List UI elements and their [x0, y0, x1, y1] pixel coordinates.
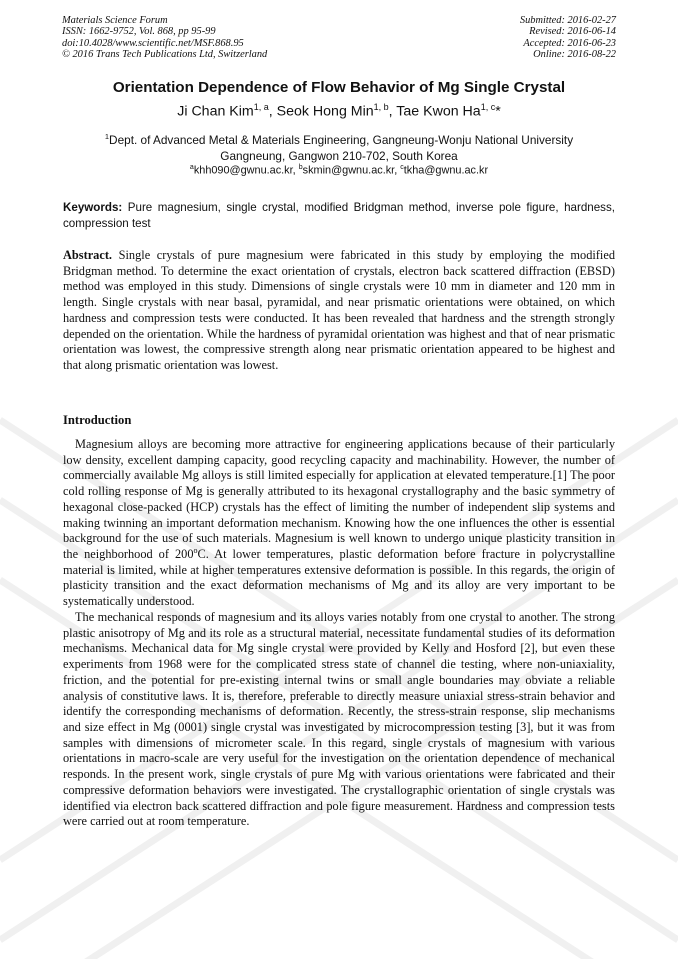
- keywords: [63, 200, 615, 231]
- paper-title: Orientation Dependence of Flow Behavior of Mg Single Crystal: [112, 79, 566, 96]
- author-name: Tae Kwon Ha: [396, 103, 481, 120]
- email-address: khh090@gwnu.ac.kr: [193, 164, 293, 177]
- online-date: Online: 2016-08-22: [533, 48, 616, 60]
- doi-line: doi:10.4028/www.scientific.net/MSF.868.95: [62, 37, 244, 49]
- section-heading-introduction: Introduction: [63, 413, 132, 427]
- author-separator: ,: [388, 103, 397, 120]
- author-name: Ji Chan Kim: [177, 103, 254, 120]
- author-separator: ,: [268, 103, 277, 120]
- email-address: skmin@gwnu.ac.kr: [302, 164, 395, 177]
- keywords-label: Keywords:: [63, 201, 123, 214]
- abstract-label: Abstract.: [63, 248, 113, 262]
- keywords-text: Pure magnesium, single crystal, modified Bridgman method, inverse pole figure, hardness, compression test: [63, 201, 615, 230]
- author-affil-mark: 1, b: [373, 102, 389, 112]
- journal-header: [62, 15, 267, 60]
- abstract-text: Single crystals of pure magnesium were fabricated in this study by employing the modified Bridgman method. To determine the exact orientation of crystals, electron back scattered diffraction (EBSD) method was employed in this study. Dimensions of single crystals were 10 mm in diameter and 120 mm in length. Single crystals with near basal, pyramidal, and near prismatic orientations were obtained, on which hardness and compression tests were conducted. It has been revealed that hardness and the strength strongly depended on the orientation. While the hardness of pyramidal orientation was highest and that of near prismatic orientation was lowest, the compressive strength along near prismatic orientation appeared to be highest and that along prismatic orientation was lowest.: [63, 248, 615, 372]
- affiliation-line: Gangneung, Gangwon 210-702, South Korea: [220, 148, 458, 163]
- degree-mark: o: [193, 545, 198, 555]
- affiliation: [62, 129, 616, 164]
- author-list: [40, 102, 638, 120]
- revised-date: Revised: 2016-06-14: [529, 26, 616, 38]
- accepted-date: Accepted: 2016-06-23: [523, 37, 616, 49]
- email-marker: a: [189, 164, 194, 171]
- author-emails: $^a$khh090@gwnu.ac.kr, $^b$skmin@gwnu.ac.kr, $^c$tkha@gwnu.ac.kr: [189, 164, 489, 177]
- affiliation-marker: 1: [104, 132, 110, 141]
- affiliation-line: Dept. of Advanced Metal & Materials Engineering, Gangneung-Wonju National University: [109, 132, 574, 147]
- issn-line: ISSN: 1662-9752, Vol. 868, pp 95-99: [62, 26, 216, 38]
- copyright-line: © 2016 Trans Tech Publications Ltd, Switzerland: [62, 48, 268, 60]
- email-marker: b: [298, 164, 303, 171]
- submitted-date: Submitted: 2016-02-27: [519, 15, 616, 26]
- intro-paragraph: The mechanical responds of magnesium and its alloys varies notably from one crystal to another. The strong plastic anisotropy of Mg and its role as a structural material, necessitate fundamental studies of its deformation mechanisms. Mechanical data for Mg single crystal were provided by Kelly and Hosford [2], but even these experiments from 1968 were for the complicated stress state of channel die testing, where non-uniaxiality, friction, and the potential for pre-existing internal twins or small angle boundaries may obviate a reliable analysis of constitutive laws. It is, therefore, preferable to directly measure uniaxial stress-strain behavior and identify the corresponding mechanisms of deformation. Recently, the stress-strain response, slip mechanisms and size effect in Mg (0001) single crystal was investigated by microcompression testing [3], but it was from samples with dimensions of micrometer scale. In this regard, single crystals of magnesium with various orientations in macro-scale are very useful for the investigation on the orientation dependence of mechanical responds. In the present work, single crystals of pure Mg with various orientations were fabricated and their compressive deformation behaviors were investigated. The crystallographic orientation of single crystals was identified via electron back scattered diffraction and pole figure measurement. Hardness and compression tests were carried out at room temperature.: [63, 609, 615, 829]
- intro-text: Magnesium alloys are becoming more attractive for engineering applications because of their particularly low density, excellent damping capacity, good recycling capacity and machinability. However, the number of commercially available Mg alloys is still limited especially for application at elevated temperature.[1] The poor cold rolling response of Mg is generally attributed to its hexagonal crystallography and the basic symmetry of hexagonal close-packed (HCP) crystals has the effect of limiting the number of independent slip systems and making twinning an important deformation mechanism. Knowing how the one influences the other is essential background for the use of such materials. Magnesium is well known to undergo unique plasticity transition in the neighborhood of 200: [63, 437, 615, 562]
- email-marker: c: [400, 164, 404, 171]
- journal-name: Materials Science Forum: [62, 15, 168, 26]
- author-affil-mark: 1, a: [253, 102, 269, 112]
- corresponding-mark: *: [495, 103, 501, 120]
- dates-header: [520, 15, 616, 60]
- intro-paragraph: [63, 437, 615, 610]
- email-address: tkha@gwnu.ac.kr: [403, 164, 489, 177]
- abstract: [63, 248, 615, 374]
- intro-text: C. At lower temperatures, plastic deformation before fracture in polycrystalline material is limited, while at higher temperatures extensive deformation is possible. In this regards, the origin of plasticity transition and the exact deformation mechanisms of Mg and its alloy are very important to be systematically understood.: [63, 547, 616, 609]
- author-affil-mark: 1, c: [480, 102, 496, 112]
- author-name: Seok Hong Min: [276, 103, 374, 120]
- introduction-body: [63, 437, 615, 830]
